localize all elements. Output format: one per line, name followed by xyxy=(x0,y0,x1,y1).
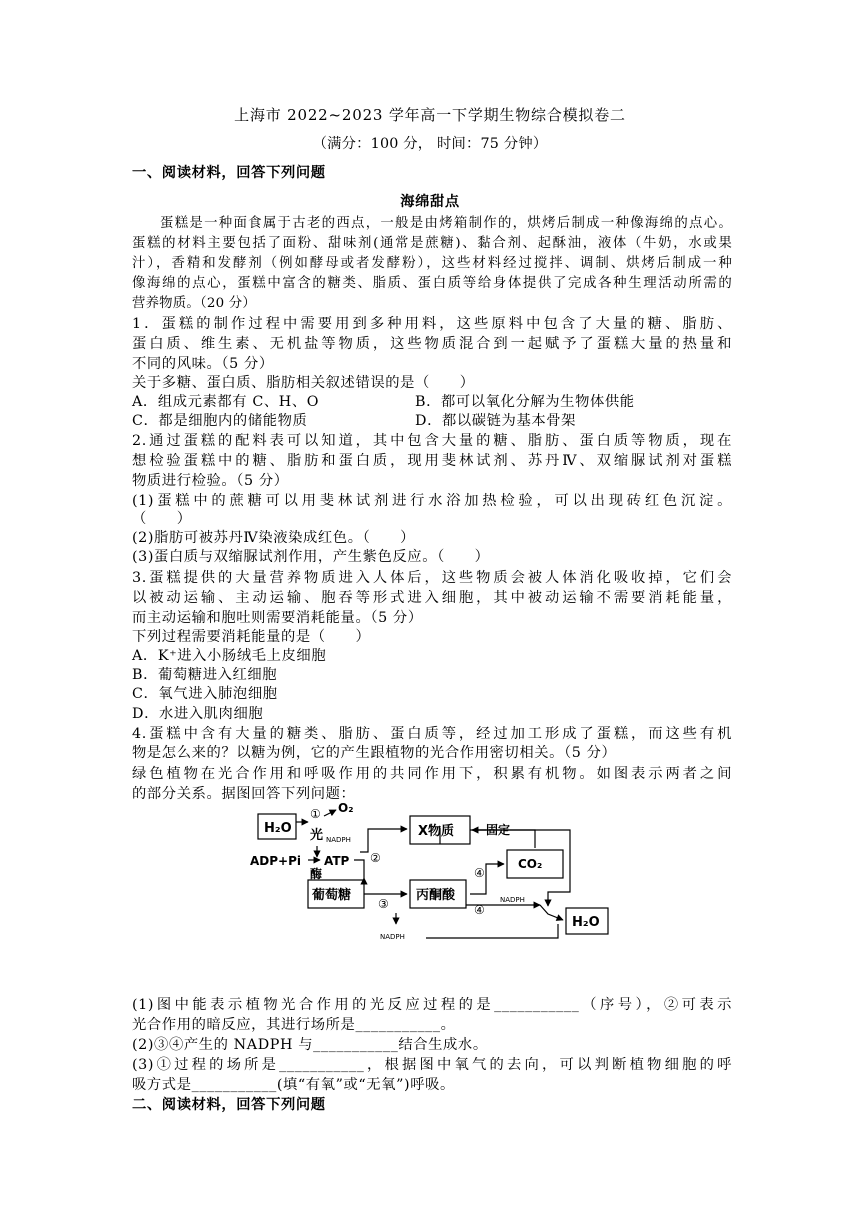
h2o-label: H₂O xyxy=(264,821,292,836)
nadph-label: NADPH xyxy=(380,933,405,940)
question-2-item: (2)脂肪可被苏丹Ⅳ染液染成红色。（ ） xyxy=(132,530,416,546)
question-3-prompt: 下列过程需要消耗能量的是（ ） xyxy=(132,629,371,645)
step-1-marker: ① xyxy=(310,807,321,821)
passage-line: 营养物质。（20 分） xyxy=(132,296,256,311)
question-2-stem: 想检验蛋糕中的糖、脂肪和蛋白质，现用斐林试剂、苏丹Ⅳ、双缩脲试剂对蛋糕 xyxy=(132,453,732,469)
section-2-heading: 二、阅读材料，回答下列问题 xyxy=(132,1097,326,1113)
question-1-stem: 蛋白质、维生素、无机盐等物质，这些物质混合到一起赋予了蛋糕大量的热量和 xyxy=(132,336,732,352)
question-2-stem: 2.通过蛋糕的配料表可以知道，其中包含大量的糖、脂肪、蛋白质等物质，现在 xyxy=(132,433,732,449)
exam-subtitle: （满分：100 分， 时间：75 分钟） xyxy=(312,136,548,152)
question-2-stem: 物质进行检验。（5 分） xyxy=(132,473,289,489)
step-3-marker: ③ xyxy=(378,897,389,911)
passage-line: 蛋糕是一种面食属于古老的西点，一般是由烤箱制作的，烘烤后制成一种像海绵的点心。 xyxy=(160,216,732,231)
nadph-label: NADPH xyxy=(326,836,351,844)
question-2-item: (3)蛋白质与双缩脲试剂作用，产生紫色反应。（ ） xyxy=(132,549,490,565)
question-1-stem: 不同的风味。（5 分） xyxy=(132,356,274,372)
co2-label: CO₂ xyxy=(518,857,543,871)
exam-title: 上海市 2022~2023 学年高一下学期生物综合模拟卷二 xyxy=(234,106,626,124)
question-2-item: (1)蛋糕中的蔗糖可以用斐林试剂进行水浴加热检验，可以出现砖红色沉淀。 xyxy=(132,493,732,509)
photosynthesis-respiration-diagram xyxy=(250,802,612,940)
question-4-sub: 光合作用的暗反应，其进行场所是___________。 xyxy=(132,1017,456,1033)
option-b: B．葡萄糖进入红细胞 xyxy=(132,667,278,683)
question-3-stem: 而主动运输和胞吐则需要消耗能量。（5 分） xyxy=(132,610,423,626)
question-3-stem: 3.蛋糕提供的大量营养物质进入人体后，这些物质会被人体消化吸收掉，它们会 xyxy=(132,570,732,586)
option-b: B．都可以氧化分解为生物体供能 xyxy=(415,394,635,410)
x-substance-label: X物质 xyxy=(418,824,455,839)
glucose-label: 葡萄糖 xyxy=(312,888,352,903)
question-3-stem: 以被动运输、主动运输、胞吞等形式进入细胞，其中被动运输不需要消耗能量， xyxy=(132,590,732,606)
nadph-label: NADPH xyxy=(500,896,525,904)
passage-line: 蛋糕的材料主要包括了面粉、甜味剂(通常是蔗糖)、黏合剂、起酥油，液体（牛奶，水或果 xyxy=(132,236,732,251)
enzyme-label: 酶 xyxy=(310,867,323,881)
option-a: A．组成元素都有 C、H、O xyxy=(132,394,320,410)
question-4-stem: 绿色植物在光合作用和呼吸作用的共同作用下，积累有机物。如图表示两者之间 xyxy=(132,766,732,782)
question-4-sub: 吸方式是___________(填“有氧”或“无氧”)呼吸。 xyxy=(132,1077,455,1093)
question-4-sub: (1)图中能表示植物光合作用的光反应过程的是___________（序号），②可表示 xyxy=(132,997,732,1013)
pyruvate-label: 丙酮酸 xyxy=(416,888,456,903)
option-a: A．K⁺进入小肠绒毛上皮细胞 xyxy=(132,648,327,664)
step-4-marker: ④ xyxy=(474,866,485,880)
h2o-output-label: H₂O xyxy=(572,915,600,930)
question-4-sub: (2)③④产生的 NADPH 与___________结合生成水。 xyxy=(132,1037,488,1053)
question-4-stem: 物是怎么来的？以糖为例，它的产生跟植物的光合作用密切相关。（5 分） xyxy=(132,745,617,761)
question-1-prompt: 关于多糖、蛋白质、脂肪相关叙述错误的是（ ） xyxy=(132,375,475,391)
o2-label: O₂ xyxy=(338,802,354,815)
fixation-label: 固定 xyxy=(486,823,511,837)
option-d: D．水进入肌肉细胞 xyxy=(132,706,264,722)
passage-line: 汁），香精和发酵剂（例如酵母或者发酵粉），这些材料经过搅拌、调制、烘烤后制成一种 xyxy=(132,256,732,271)
question-4-stem: 4.蛋糕中含有大量的糖类、脂肪、蛋白质等，经过加工形成了蛋糕，而这些有机 xyxy=(132,726,732,742)
atp-label: ATP xyxy=(324,854,350,868)
passage-line: 像海绵的点心，蛋糕中富含的糖类、脂质、蛋白质等给身体提供了完成各种生理活动所需的 xyxy=(132,276,732,291)
option-c: C．氧气进入肺泡细胞 xyxy=(132,686,278,702)
option-c: C．都是细胞内的储能物质 xyxy=(132,413,308,429)
step-2-marker: ② xyxy=(370,851,381,865)
option-d: D．都以碳链为基本骨架 xyxy=(415,413,577,429)
passage-title: 海绵甜点 xyxy=(400,194,460,210)
question-4-sub: (3)①过程的场所是___________，根据图中氧气的去向，可以判断植物细胞的呼 xyxy=(132,1057,732,1073)
adp-pi-label: ADP+Pi xyxy=(250,854,302,868)
question-1-stem: 1．蛋糕的制作过程中需要用到多种用料，这些原料中包含了大量的糖、脂肪、 xyxy=(132,316,732,332)
section-1-heading: 一、阅读材料，回答下列问题 xyxy=(132,165,326,181)
step-4-marker: ④ xyxy=(474,903,485,917)
answer-blank: （ ） xyxy=(132,511,192,527)
question-4-stem: 的部分关系。据图回答下列问题： xyxy=(132,786,356,802)
light-label: 光 xyxy=(310,828,324,843)
